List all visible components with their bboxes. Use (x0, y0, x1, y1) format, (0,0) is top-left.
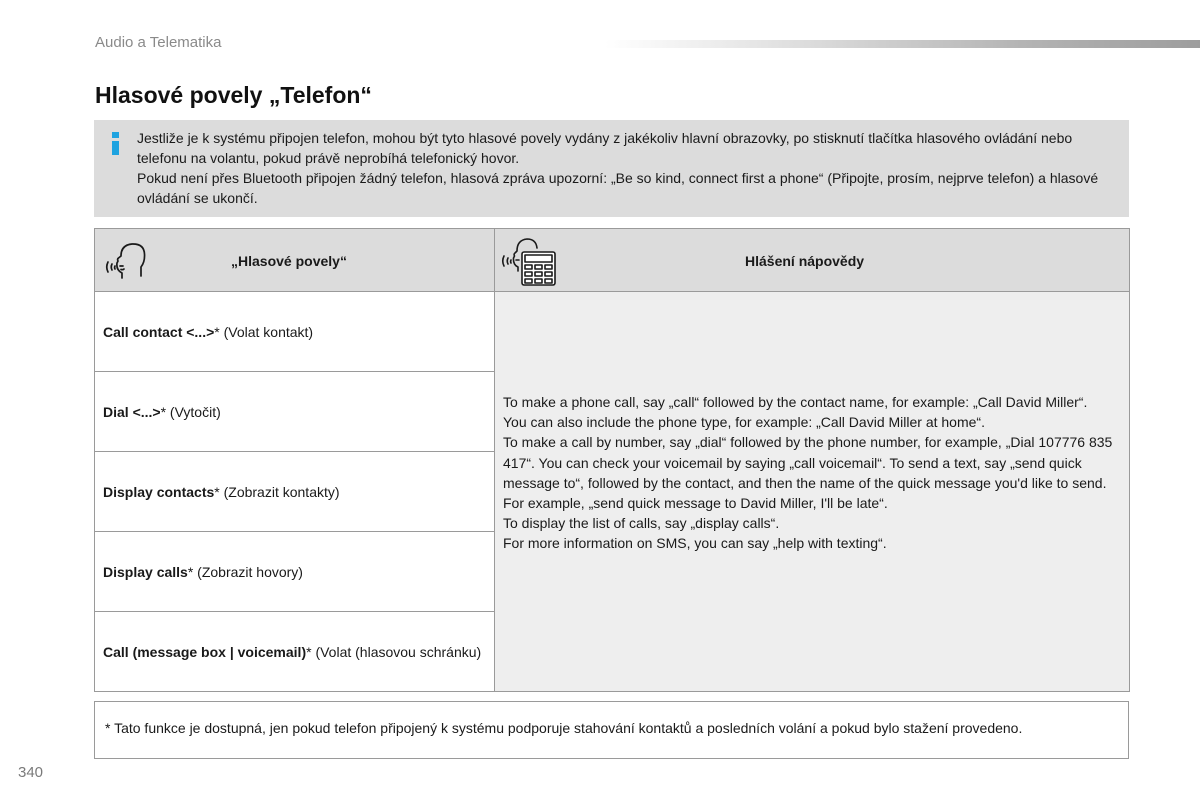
table-row (95, 612, 494, 691)
command-cell: Dial <...>* (Vytočit) (103, 403, 221, 420)
help-line: To make a call by number, say „dial“ followed by the phone number, for example, „Dial 107776 835 417“. You can check your voicemail by saying „call voicemail“. To send a text, say „send quick message to“, followed by the contact, and then the name of the quick message you'd like to send. (503, 434, 1113, 491)
table-header-commands (95, 229, 495, 292)
help-text (503, 392, 1118, 554)
table-row (95, 372, 494, 452)
help-line: You can also include the phone type, for example: „Call David Miller at home“. (503, 414, 985, 431)
help-line: For example, „send quick message to David Miller, I'll be late“. (503, 495, 888, 512)
info-text (137, 128, 1112, 208)
info-box (94, 120, 1129, 217)
speaking-head-icon (104, 240, 150, 280)
info-icon (110, 132, 122, 156)
command-cell: Call contact <...>* (Volat kontakt) (103, 323, 314, 340)
info-paragraph: Jestliže je k systému připojen telefon, mohou být tyto hlasové povely vydány z jakékoliv hlavní obrazovky, po stisknutí tlačítka hlasového ovládání nebo telefonu na volantu, pokud právě neprobíhá telefonický hovor. (137, 130, 1073, 166)
table-row (95, 292, 494, 372)
commands-column (95, 292, 495, 691)
commands-header-label: „Hlasové povely“ (231, 253, 347, 269)
command-cell: Call (message box | voicemail)* (Volat (hlasovou schránku) (103, 643, 482, 660)
page-number: 340 (18, 764, 44, 781)
voice-command-table (94, 228, 1130, 692)
command-cell: Display contacts* (Zobrazit kontakty) (103, 483, 340, 500)
help-line: To display the list of calls, say „display calls“. (503, 515, 780, 532)
command-cell: Display calls* (Zobrazit hovory) (103, 563, 303, 580)
page-title: Hlasové povely „Telefon“ (95, 82, 372, 108)
help-line: To make a phone call, say „call“ followed by the contact name, for example: „Call David Miller“. (503, 394, 1088, 410)
help-header-label: Hlášení nápovědy (745, 253, 865, 269)
phone-help-icon (500, 235, 562, 289)
table-row (95, 452, 494, 532)
header-gradient-bar (605, 40, 1200, 48)
info-paragraph: Pokud není přes Bluetooth připojen žádný telefon, hlasová zpráva upozorní: „Be so kind, connect first a phone“ (Připojte, prosím, nejprve telefon) a hlasové ovládání se ukončí. (137, 170, 1099, 206)
footnote-text: * Tato funkce je dostupná, jen pokud telefon připojený k systému podporuje stahování kontaktů a posledních volání a pokud bylo stažení provedeno. (105, 720, 1023, 736)
table-row (95, 532, 494, 612)
help-column (495, 292, 1129, 691)
help-line: For more information on SMS, you can say „help with texting“. (503, 535, 887, 552)
section-label: Audio a Telematika (95, 34, 222, 51)
footnote-box (94, 701, 1129, 759)
table-header-help (495, 229, 1129, 292)
